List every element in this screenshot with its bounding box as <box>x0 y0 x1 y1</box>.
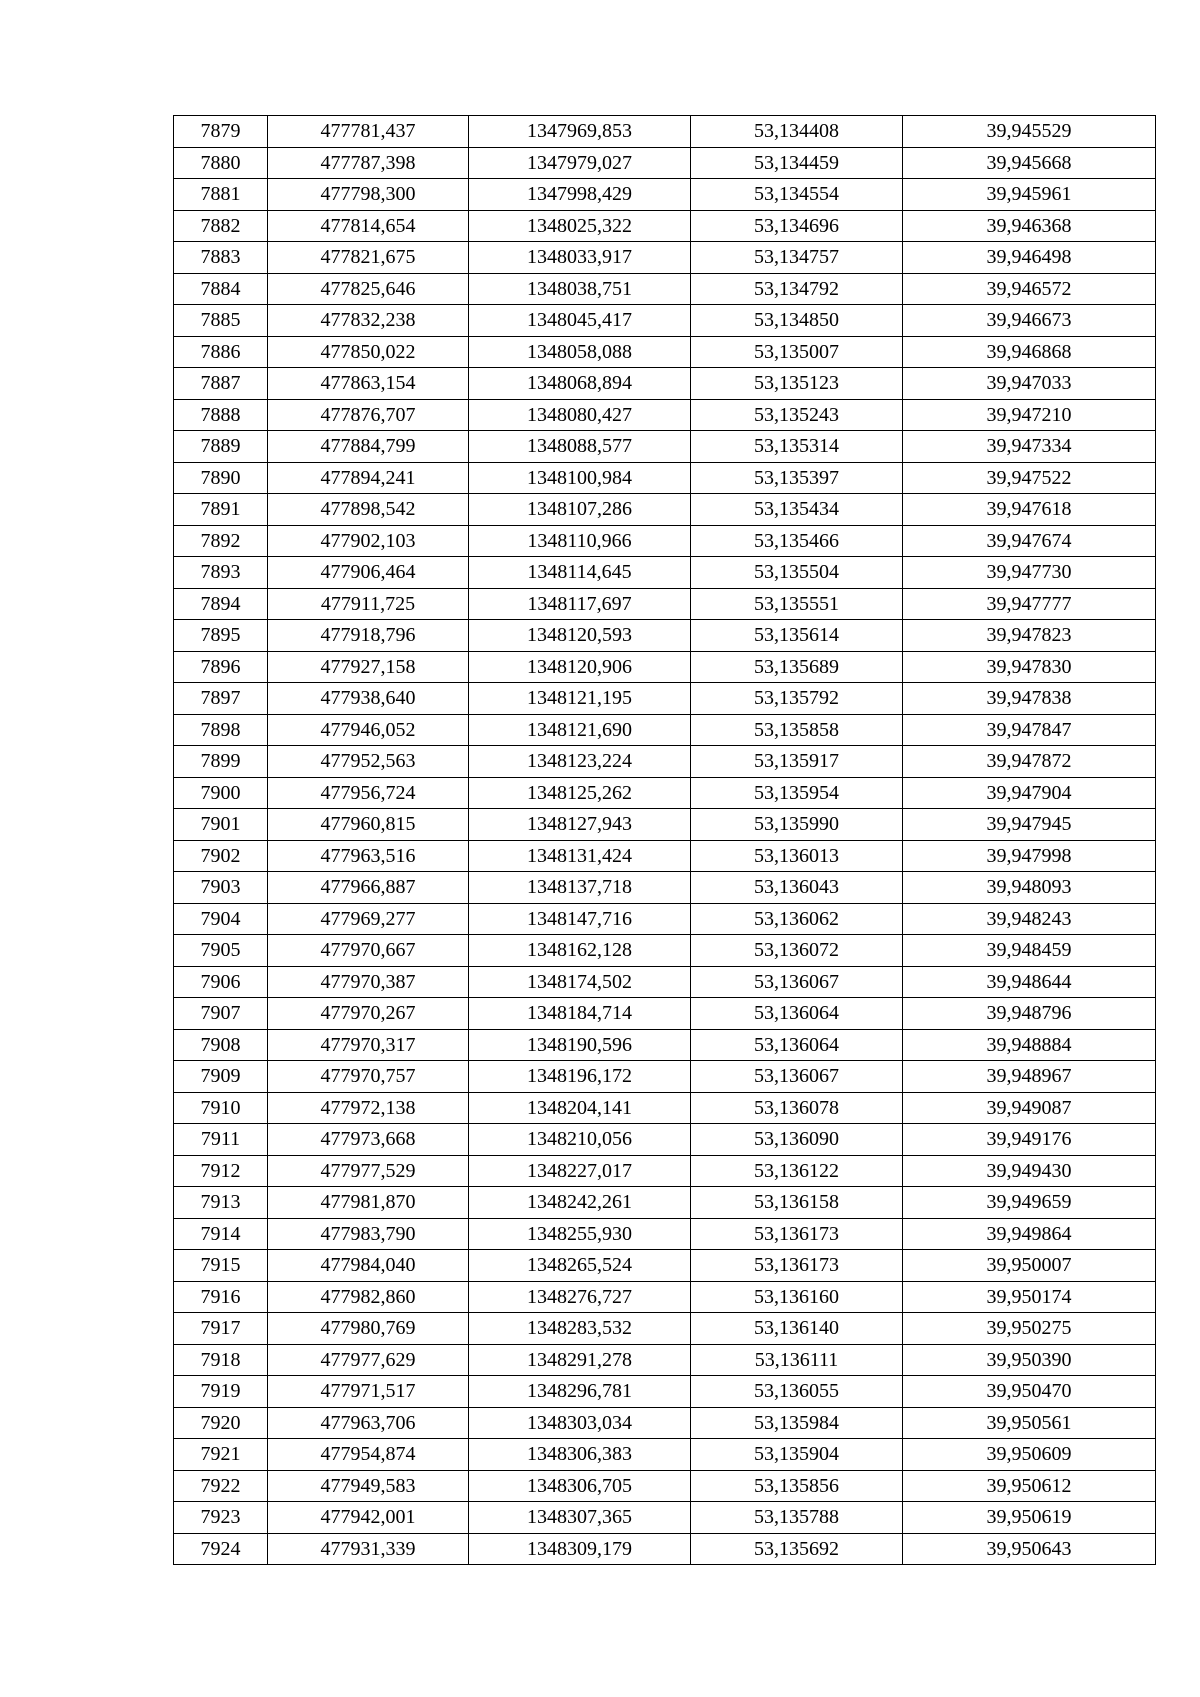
table-row <box>174 1502 1156 1534</box>
point-number-cell: 7896 <box>174 651 268 683</box>
latitude-cell: 53,135917 <box>691 746 903 778</box>
longitude-cell: 39,949864 <box>903 1218 1156 1250</box>
y-coordinate-cell: 1348025,322 <box>469 210 691 242</box>
x-coordinate-cell: 477977,529 <box>268 1155 469 1187</box>
table-row <box>174 683 1156 715</box>
y-coordinate-cell: 1348045,417 <box>469 305 691 337</box>
longitude-cell: 39,946498 <box>903 242 1156 274</box>
longitude-cell: 39,948093 <box>903 872 1156 904</box>
latitude-cell: 53,135123 <box>691 368 903 400</box>
x-coordinate-cell: 477983,790 <box>268 1218 469 1250</box>
table-row <box>174 998 1156 1030</box>
latitude-cell: 53,135904 <box>691 1439 903 1471</box>
y-coordinate-cell: 1348307,365 <box>469 1502 691 1534</box>
y-coordinate-cell: 1348123,224 <box>469 746 691 778</box>
y-coordinate-cell: 1348147,716 <box>469 903 691 935</box>
y-coordinate-cell: 1348162,128 <box>469 935 691 967</box>
latitude-cell: 53,135788 <box>691 1502 903 1534</box>
table-row <box>174 305 1156 337</box>
point-number-cell: 7919 <box>174 1376 268 1408</box>
y-coordinate-cell: 1348127,943 <box>469 809 691 841</box>
latitude-cell: 53,135990 <box>691 809 903 841</box>
latitude-cell: 53,135551 <box>691 588 903 620</box>
point-number-cell: 7911 <box>174 1124 268 1156</box>
x-coordinate-cell: 477970,317 <box>268 1029 469 1061</box>
y-coordinate-cell: 1348058,088 <box>469 336 691 368</box>
table-row <box>174 242 1156 274</box>
y-coordinate-cell: 1348114,645 <box>469 557 691 589</box>
point-number-cell: 7899 <box>174 746 268 778</box>
latitude-cell: 53,134459 <box>691 147 903 179</box>
point-number-cell: 7885 <box>174 305 268 337</box>
table-row <box>174 116 1156 148</box>
table-row <box>174 620 1156 652</box>
longitude-cell: 39,950470 <box>903 1376 1156 1408</box>
x-coordinate-cell: 477821,675 <box>268 242 469 274</box>
y-coordinate-cell: 1348068,894 <box>469 368 691 400</box>
coordinates-table <box>173 115 1156 1565</box>
longitude-cell: 39,947998 <box>903 840 1156 872</box>
latitude-cell: 53,136158 <box>691 1187 903 1219</box>
point-number-cell: 7917 <box>174 1313 268 1345</box>
x-coordinate-cell: 477973,668 <box>268 1124 469 1156</box>
latitude-cell: 53,136064 <box>691 1029 903 1061</box>
x-coordinate-cell: 477814,654 <box>268 210 469 242</box>
table-row <box>174 872 1156 904</box>
table-row <box>174 462 1156 494</box>
latitude-cell: 53,136078 <box>691 1092 903 1124</box>
longitude-cell: 39,950619 <box>903 1502 1156 1534</box>
longitude-cell: 39,950275 <box>903 1313 1156 1345</box>
x-coordinate-cell: 477906,464 <box>268 557 469 589</box>
table-row <box>174 809 1156 841</box>
point-number-cell: 7895 <box>174 620 268 652</box>
x-coordinate-cell: 477980,769 <box>268 1313 469 1345</box>
point-number-cell: 7882 <box>174 210 268 242</box>
table-row <box>174 1439 1156 1471</box>
x-coordinate-cell: 477942,001 <box>268 1502 469 1534</box>
x-coordinate-cell: 477927,158 <box>268 651 469 683</box>
longitude-cell: 39,946868 <box>903 336 1156 368</box>
point-number-cell: 7921 <box>174 1439 268 1471</box>
longitude-cell: 39,947823 <box>903 620 1156 652</box>
latitude-cell: 53,136043 <box>691 872 903 904</box>
x-coordinate-cell: 477972,138 <box>268 1092 469 1124</box>
longitude-cell: 39,946673 <box>903 305 1156 337</box>
longitude-cell: 39,949659 <box>903 1187 1156 1219</box>
x-coordinate-cell: 477832,238 <box>268 305 469 337</box>
x-coordinate-cell: 477825,646 <box>268 273 469 305</box>
longitude-cell: 39,947904 <box>903 777 1156 809</box>
table-row <box>174 966 1156 998</box>
x-coordinate-cell: 477898,542 <box>268 494 469 526</box>
y-coordinate-cell: 1348242,261 <box>469 1187 691 1219</box>
point-number-cell: 7902 <box>174 840 268 872</box>
point-number-cell: 7924 <box>174 1533 268 1565</box>
point-number-cell: 7901 <box>174 809 268 841</box>
y-coordinate-cell: 1348291,278 <box>469 1344 691 1376</box>
longitude-cell: 39,947777 <box>903 588 1156 620</box>
longitude-cell: 39,948243 <box>903 903 1156 935</box>
longitude-cell: 39,950643 <box>903 1533 1156 1565</box>
table-row <box>174 588 1156 620</box>
x-coordinate-cell: 477949,583 <box>268 1470 469 1502</box>
y-coordinate-cell: 1348190,596 <box>469 1029 691 1061</box>
y-coordinate-cell: 1348196,172 <box>469 1061 691 1093</box>
table-row <box>174 179 1156 211</box>
table-row <box>174 399 1156 431</box>
longitude-cell: 39,947872 <box>903 746 1156 778</box>
y-coordinate-cell: 1348107,286 <box>469 494 691 526</box>
x-coordinate-cell: 477970,267 <box>268 998 469 1030</box>
point-number-cell: 7881 <box>174 179 268 211</box>
x-coordinate-cell: 477966,887 <box>268 872 469 904</box>
latitude-cell: 53,134757 <box>691 242 903 274</box>
longitude-cell: 39,947334 <box>903 431 1156 463</box>
point-number-cell: 7893 <box>174 557 268 589</box>
longitude-cell: 39,949176 <box>903 1124 1156 1156</box>
x-coordinate-cell: 477946,052 <box>268 714 469 746</box>
y-coordinate-cell: 1348303,034 <box>469 1407 691 1439</box>
x-coordinate-cell: 477911,725 <box>268 588 469 620</box>
longitude-cell: 39,948644 <box>903 966 1156 998</box>
table-row <box>174 525 1156 557</box>
table-row <box>174 840 1156 872</box>
longitude-cell: 39,947522 <box>903 462 1156 494</box>
y-coordinate-cell: 1347969,853 <box>469 116 691 148</box>
y-coordinate-cell: 1348033,917 <box>469 242 691 274</box>
point-number-cell: 7884 <box>174 273 268 305</box>
longitude-cell: 39,950007 <box>903 1250 1156 1282</box>
y-coordinate-cell: 1347979,027 <box>469 147 691 179</box>
point-number-cell: 7923 <box>174 1502 268 1534</box>
table-row <box>174 746 1156 778</box>
longitude-cell: 39,950174 <box>903 1281 1156 1313</box>
longitude-cell: 39,949087 <box>903 1092 1156 1124</box>
longitude-cell: 39,947210 <box>903 399 1156 431</box>
point-number-cell: 7915 <box>174 1250 268 1282</box>
longitude-cell: 39,948884 <box>903 1029 1156 1061</box>
latitude-cell: 53,135243 <box>691 399 903 431</box>
table-row <box>174 1092 1156 1124</box>
y-coordinate-cell: 1348306,705 <box>469 1470 691 1502</box>
point-number-cell: 7887 <box>174 368 268 400</box>
point-number-cell: 7904 <box>174 903 268 935</box>
y-coordinate-cell: 1348137,718 <box>469 872 691 904</box>
table-row <box>174 903 1156 935</box>
latitude-cell: 53,135007 <box>691 336 903 368</box>
y-coordinate-cell: 1348210,056 <box>469 1124 691 1156</box>
latitude-cell: 53,134554 <box>691 179 903 211</box>
table-row <box>174 1218 1156 1250</box>
y-coordinate-cell: 1348121,195 <box>469 683 691 715</box>
coordinates-table-body <box>174 116 1156 1565</box>
y-coordinate-cell: 1348100,984 <box>469 462 691 494</box>
table-row <box>174 1470 1156 1502</box>
latitude-cell: 53,136064 <box>691 998 903 1030</box>
x-coordinate-cell: 477954,874 <box>268 1439 469 1471</box>
latitude-cell: 53,136072 <box>691 935 903 967</box>
table-row <box>174 336 1156 368</box>
y-coordinate-cell: 1348296,781 <box>469 1376 691 1408</box>
latitude-cell: 53,136173 <box>691 1218 903 1250</box>
y-coordinate-cell: 1348088,577 <box>469 431 691 463</box>
longitude-cell: 39,947033 <box>903 368 1156 400</box>
latitude-cell: 53,135856 <box>691 1470 903 1502</box>
x-coordinate-cell: 477981,870 <box>268 1187 469 1219</box>
x-coordinate-cell: 477918,796 <box>268 620 469 652</box>
y-coordinate-cell: 1348306,383 <box>469 1439 691 1471</box>
latitude-cell: 53,136055 <box>691 1376 903 1408</box>
latitude-cell: 53,135614 <box>691 620 903 652</box>
x-coordinate-cell: 477952,563 <box>268 746 469 778</box>
y-coordinate-cell: 1348110,966 <box>469 525 691 557</box>
y-coordinate-cell: 1348283,532 <box>469 1313 691 1345</box>
table-row <box>174 1250 1156 1282</box>
x-coordinate-cell: 477971,517 <box>268 1376 469 1408</box>
latitude-cell: 53,136090 <box>691 1124 903 1156</box>
x-coordinate-cell: 477963,706 <box>268 1407 469 1439</box>
y-coordinate-cell: 1348309,179 <box>469 1533 691 1565</box>
table-row <box>174 1376 1156 1408</box>
point-number-cell: 7889 <box>174 431 268 463</box>
longitude-cell: 39,947838 <box>903 683 1156 715</box>
point-number-cell: 7892 <box>174 525 268 557</box>
point-number-cell: 7907 <box>174 998 268 1030</box>
longitude-cell: 39,947674 <box>903 525 1156 557</box>
x-coordinate-cell: 477960,815 <box>268 809 469 841</box>
latitude-cell: 53,134792 <box>691 273 903 305</box>
point-number-cell: 7914 <box>174 1218 268 1250</box>
point-number-cell: 7886 <box>174 336 268 368</box>
point-number-cell: 7898 <box>174 714 268 746</box>
longitude-cell: 39,950390 <box>903 1344 1156 1376</box>
point-number-cell: 7900 <box>174 777 268 809</box>
y-coordinate-cell: 1348120,906 <box>469 651 691 683</box>
x-coordinate-cell: 477894,241 <box>268 462 469 494</box>
latitude-cell: 53,135792 <box>691 683 903 715</box>
longitude-cell: 39,947618 <box>903 494 1156 526</box>
x-coordinate-cell: 477969,277 <box>268 903 469 935</box>
x-coordinate-cell: 477931,339 <box>268 1533 469 1565</box>
table-row <box>174 147 1156 179</box>
table-row <box>174 1344 1156 1376</box>
longitude-cell: 39,948796 <box>903 998 1156 1030</box>
table-row <box>174 1313 1156 1345</box>
longitude-cell: 39,950609 <box>903 1439 1156 1471</box>
point-number-cell: 7922 <box>174 1470 268 1502</box>
table-row <box>174 651 1156 683</box>
latitude-cell: 53,134850 <box>691 305 903 337</box>
latitude-cell: 53,135689 <box>691 651 903 683</box>
latitude-cell: 53,135314 <box>691 431 903 463</box>
latitude-cell: 53,136140 <box>691 1313 903 1345</box>
x-coordinate-cell: 477970,757 <box>268 1061 469 1093</box>
point-number-cell: 7905 <box>174 935 268 967</box>
x-coordinate-cell: 477982,860 <box>268 1281 469 1313</box>
point-number-cell: 7910 <box>174 1092 268 1124</box>
y-coordinate-cell: 1348121,690 <box>469 714 691 746</box>
table-row <box>174 1155 1156 1187</box>
x-coordinate-cell: 477938,640 <box>268 683 469 715</box>
longitude-cell: 39,948967 <box>903 1061 1156 1093</box>
x-coordinate-cell: 477876,707 <box>268 399 469 431</box>
latitude-cell: 53,134408 <box>691 116 903 148</box>
y-coordinate-cell: 1348255,930 <box>469 1218 691 1250</box>
point-number-cell: 7879 <box>174 116 268 148</box>
point-number-cell: 7913 <box>174 1187 268 1219</box>
x-coordinate-cell: 477884,799 <box>268 431 469 463</box>
point-number-cell: 7920 <box>174 1407 268 1439</box>
point-number-cell: 7918 <box>174 1344 268 1376</box>
longitude-cell: 39,947730 <box>903 557 1156 589</box>
table-row <box>174 494 1156 526</box>
table-row <box>174 1061 1156 1093</box>
table-row <box>174 273 1156 305</box>
x-coordinate-cell: 477956,724 <box>268 777 469 809</box>
point-number-cell: 7908 <box>174 1029 268 1061</box>
longitude-cell: 39,947945 <box>903 809 1156 841</box>
point-number-cell: 7897 <box>174 683 268 715</box>
point-number-cell: 7909 <box>174 1061 268 1093</box>
x-coordinate-cell: 477781,437 <box>268 116 469 148</box>
longitude-cell: 39,947830 <box>903 651 1156 683</box>
y-coordinate-cell: 1348276,727 <box>469 1281 691 1313</box>
y-coordinate-cell: 1348265,524 <box>469 1250 691 1282</box>
x-coordinate-cell: 477798,300 <box>268 179 469 211</box>
x-coordinate-cell: 477902,103 <box>268 525 469 557</box>
latitude-cell: 53,136111 <box>691 1344 903 1376</box>
table-row <box>174 557 1156 589</box>
latitude-cell: 53,136160 <box>691 1281 903 1313</box>
y-coordinate-cell: 1348080,427 <box>469 399 691 431</box>
y-coordinate-cell: 1348125,262 <box>469 777 691 809</box>
x-coordinate-cell: 477863,154 <box>268 368 469 400</box>
table-row <box>174 777 1156 809</box>
longitude-cell: 39,950612 <box>903 1470 1156 1502</box>
longitude-cell: 39,950561 <box>903 1407 1156 1439</box>
y-coordinate-cell: 1348204,141 <box>469 1092 691 1124</box>
latitude-cell: 53,135397 <box>691 462 903 494</box>
point-number-cell: 7906 <box>174 966 268 998</box>
latitude-cell: 53,134696 <box>691 210 903 242</box>
longitude-cell: 39,949430 <box>903 1155 1156 1187</box>
y-coordinate-cell: 1348131,424 <box>469 840 691 872</box>
y-coordinate-cell: 1348184,714 <box>469 998 691 1030</box>
table-row <box>174 1124 1156 1156</box>
latitude-cell: 53,135984 <box>691 1407 903 1439</box>
x-coordinate-cell: 477970,387 <box>268 966 469 998</box>
latitude-cell: 53,136122 <box>691 1155 903 1187</box>
y-coordinate-cell: 1348227,017 <box>469 1155 691 1187</box>
y-coordinate-cell: 1347998,429 <box>469 179 691 211</box>
latitude-cell: 53,136067 <box>691 966 903 998</box>
y-coordinate-cell: 1348120,593 <box>469 620 691 652</box>
table-row <box>174 1281 1156 1313</box>
latitude-cell: 53,136067 <box>691 1061 903 1093</box>
point-number-cell: 7916 <box>174 1281 268 1313</box>
point-number-cell: 7891 <box>174 494 268 526</box>
point-number-cell: 7890 <box>174 462 268 494</box>
point-number-cell: 7912 <box>174 1155 268 1187</box>
table-row <box>174 368 1156 400</box>
longitude-cell: 39,945668 <box>903 147 1156 179</box>
table-row <box>174 1029 1156 1061</box>
longitude-cell: 39,946572 <box>903 273 1156 305</box>
table-row <box>174 1187 1156 1219</box>
x-coordinate-cell: 477963,516 <box>268 840 469 872</box>
latitude-cell: 53,135504 <box>691 557 903 589</box>
point-number-cell: 7880 <box>174 147 268 179</box>
longitude-cell: 39,946368 <box>903 210 1156 242</box>
y-coordinate-cell: 1348117,697 <box>469 588 691 620</box>
table-row <box>174 1407 1156 1439</box>
point-number-cell: 7888 <box>174 399 268 431</box>
latitude-cell: 53,135434 <box>691 494 903 526</box>
latitude-cell: 53,136013 <box>691 840 903 872</box>
latitude-cell: 53,135692 <box>691 1533 903 1565</box>
x-coordinate-cell: 477977,629 <box>268 1344 469 1376</box>
longitude-cell: 39,947847 <box>903 714 1156 746</box>
table-row <box>174 1533 1156 1565</box>
latitude-cell: 53,136173 <box>691 1250 903 1282</box>
longitude-cell: 39,945961 <box>903 179 1156 211</box>
table-row <box>174 714 1156 746</box>
table-row <box>174 210 1156 242</box>
x-coordinate-cell: 477970,667 <box>268 935 469 967</box>
x-coordinate-cell: 477984,040 <box>268 1250 469 1282</box>
point-number-cell: 7883 <box>174 242 268 274</box>
table-row <box>174 935 1156 967</box>
latitude-cell: 53,135858 <box>691 714 903 746</box>
x-coordinate-cell: 477850,022 <box>268 336 469 368</box>
y-coordinate-cell: 1348174,502 <box>469 966 691 998</box>
point-number-cell: 7894 <box>174 588 268 620</box>
x-coordinate-cell: 477787,398 <box>268 147 469 179</box>
point-number-cell: 7903 <box>174 872 268 904</box>
latitude-cell: 53,135954 <box>691 777 903 809</box>
y-coordinate-cell: 1348038,751 <box>469 273 691 305</box>
longitude-cell: 39,948459 <box>903 935 1156 967</box>
longitude-cell: 39,945529 <box>903 116 1156 148</box>
latitude-cell: 53,135466 <box>691 525 903 557</box>
latitude-cell: 53,136062 <box>691 903 903 935</box>
table-row <box>174 431 1156 463</box>
